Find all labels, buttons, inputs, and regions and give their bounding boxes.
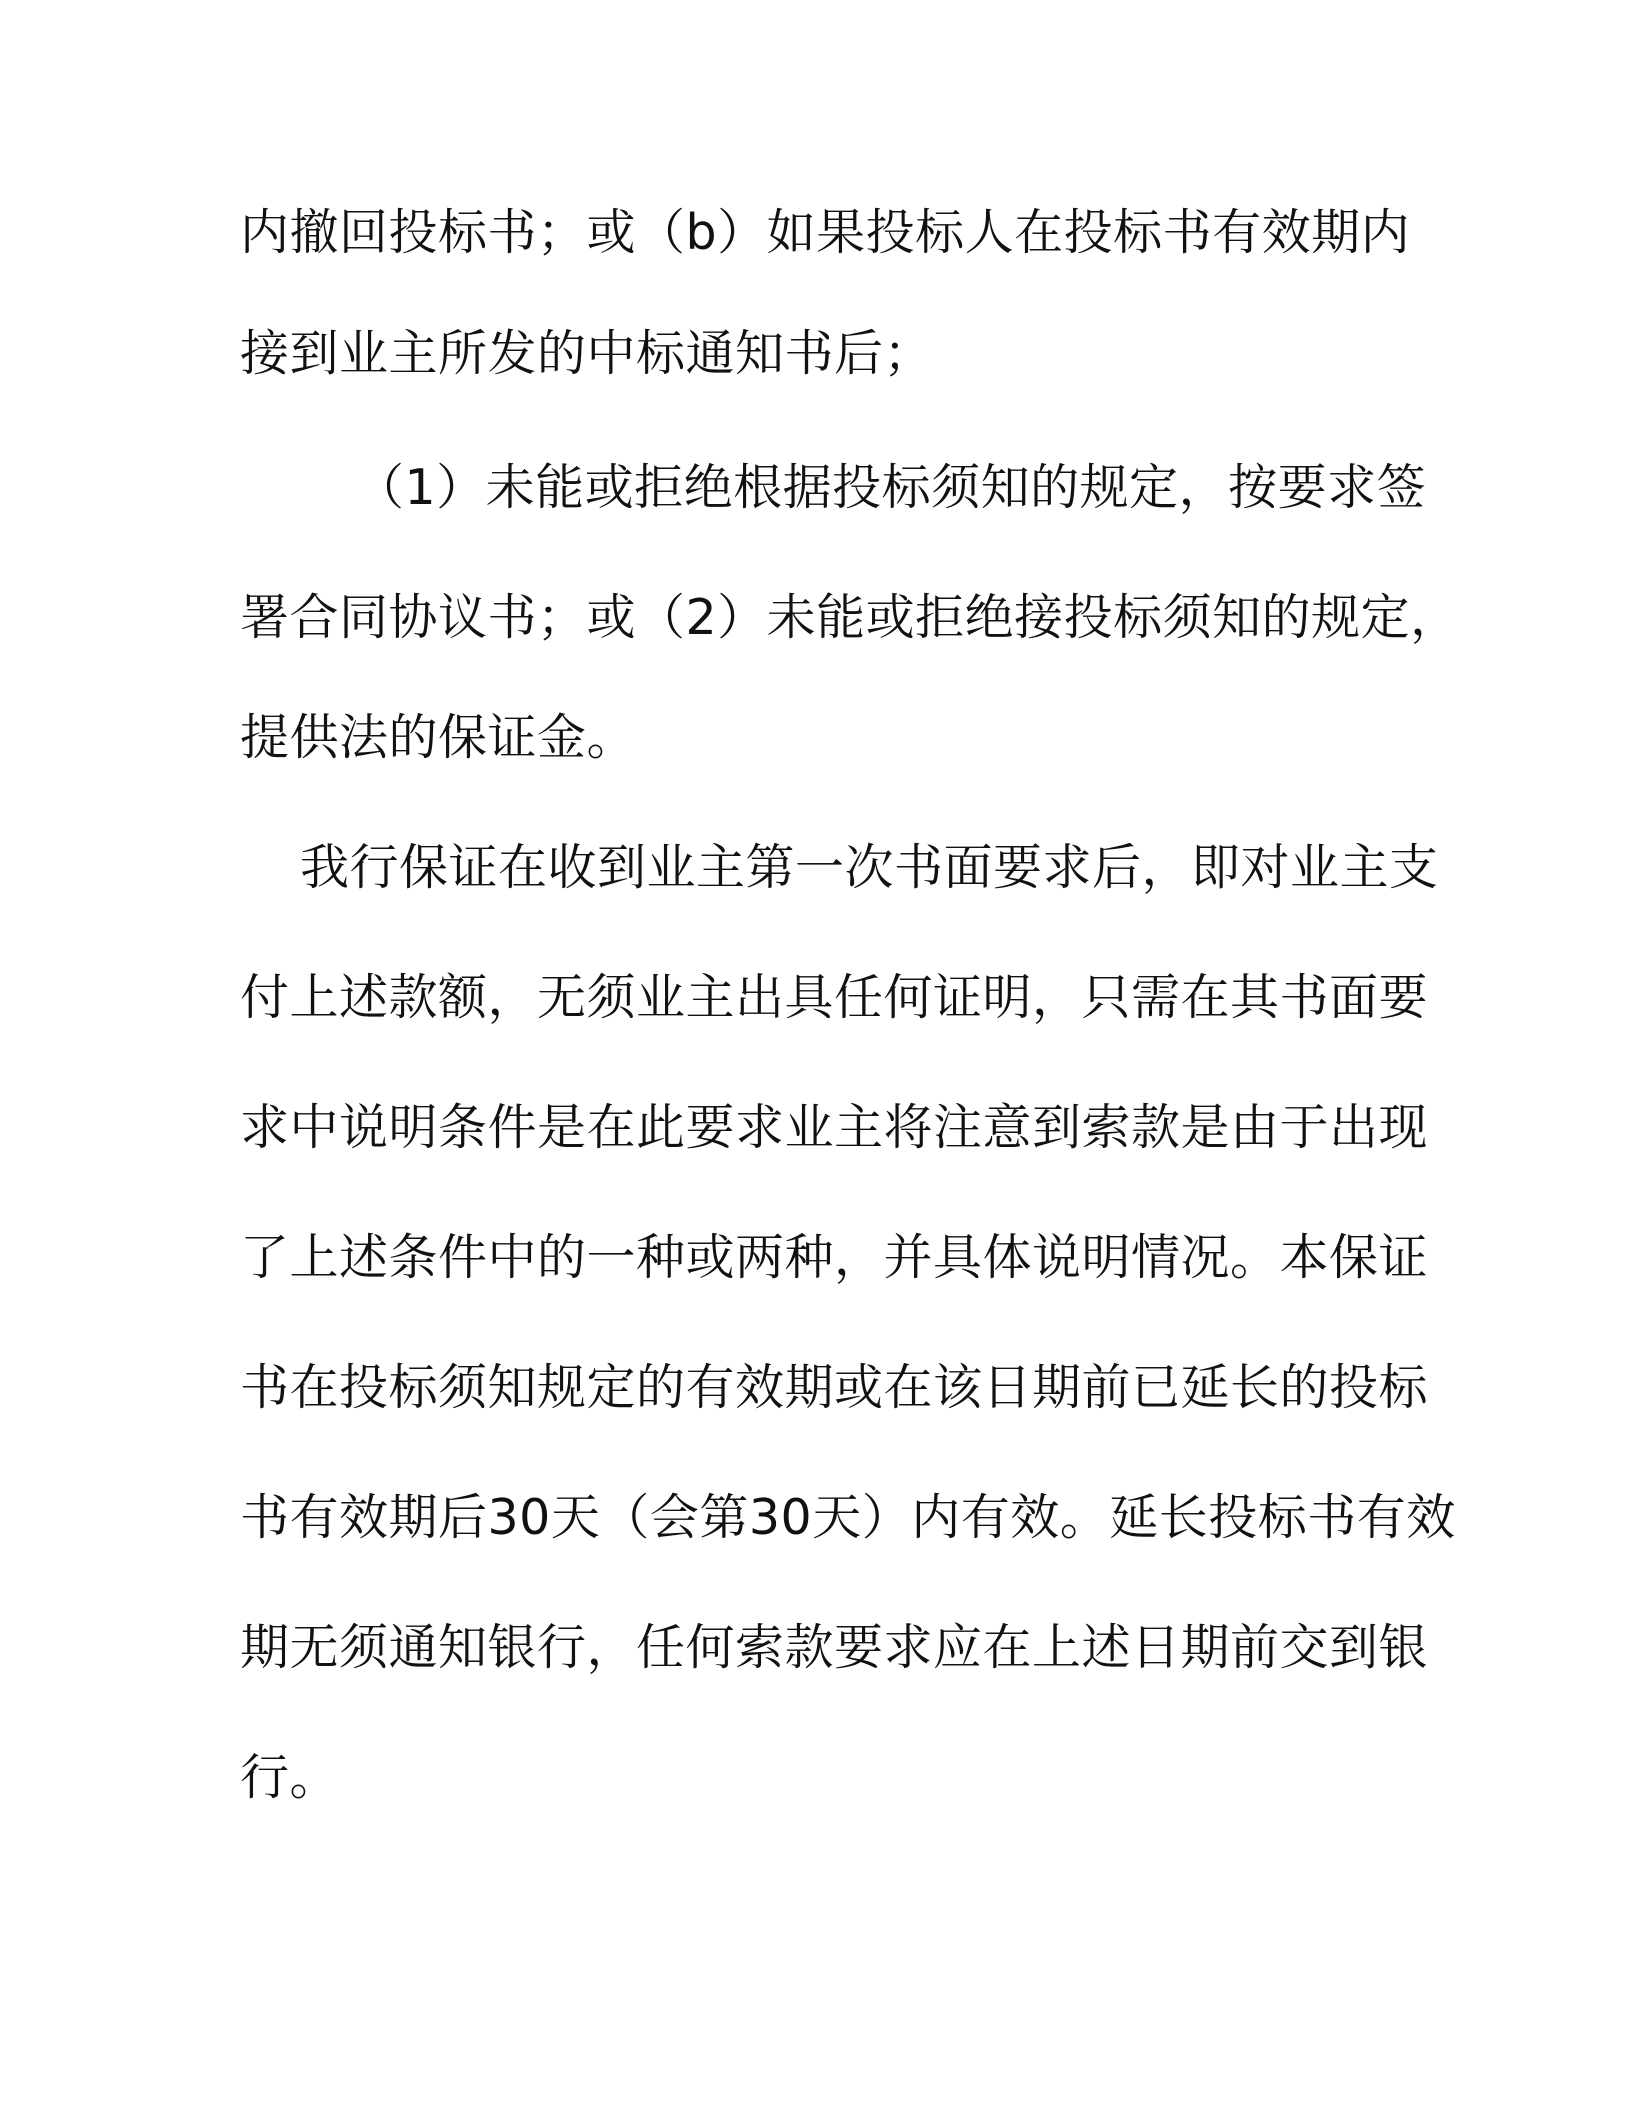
- text-line: 书在投标须知规定的有效期或在该日期前已延长的投标: [240, 1359, 1429, 1416]
- text-line: 了上述条件中的一种或两种，并具体说明情况。本保证: [240, 1229, 1429, 1286]
- text-line: 提供法的保证金。: [240, 709, 637, 766]
- text-line: 求中说明条件是在此要求业主将注意到索款是由于出现: [240, 1099, 1429, 1156]
- text-line: 行。: [240, 1749, 340, 1806]
- text-line: 接到业主所发的中标通知书后；: [240, 325, 934, 382]
- text-line: （1）未能或拒绝根据投标须知的规定，按要求签: [355, 459, 1427, 516]
- text-line: 内撤回投标书；或（b）如果投标人在投标书有效期内: [240, 204, 1411, 261]
- text-line: 付上述款额，无须业主出具任何证明，只需在其书面要: [240, 969, 1429, 1026]
- text-line: 我行保证在收到业主第一次书面要求后，即对业主支: [300, 839, 1439, 896]
- text-line: 署合同协议书；或（2）未能或拒绝接投标须知的规定，: [240, 589, 1460, 646]
- text-line: 书有效期后30天（会第30天）内有效。延长投标书有效: [240, 1489, 1456, 1546]
- text-line: 期无须通知银行，任何索款要求应在上述日期前交到银: [240, 1619, 1429, 1676]
